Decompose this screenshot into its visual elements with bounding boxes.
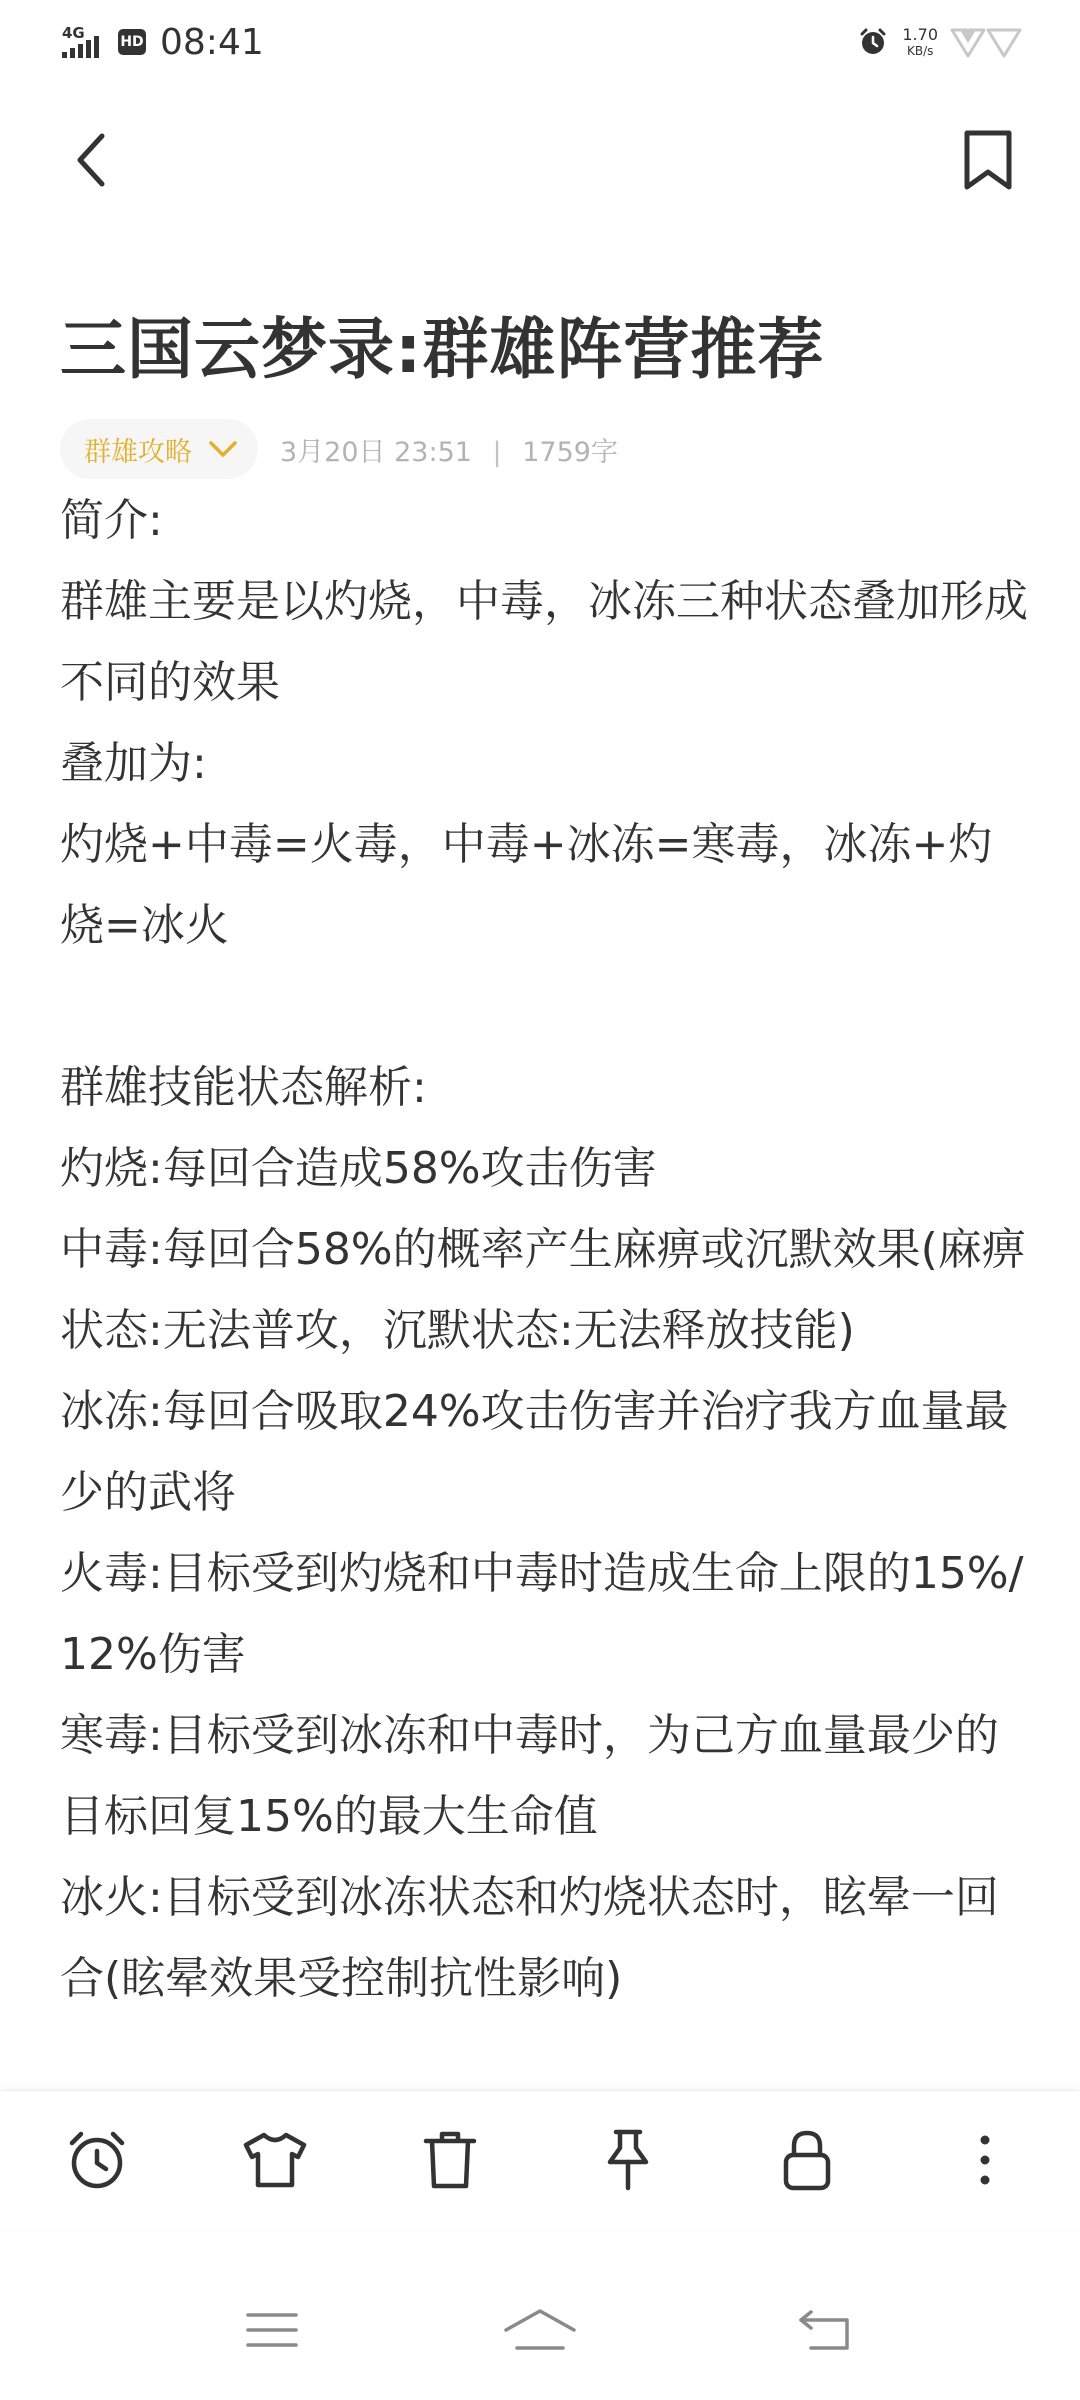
net-speed-unit: KB/s bbox=[906, 44, 934, 58]
article-date: 3月20日 23:51 bbox=[280, 436, 472, 468]
bookmark-icon bbox=[962, 129, 1014, 191]
meta-text bbox=[280, 430, 618, 469]
more-button[interactable] bbox=[950, 2125, 1020, 2195]
back-arrow-icon bbox=[72, 132, 112, 188]
paragraph: 叠加为: bbox=[60, 738, 207, 789]
delete-button[interactable] bbox=[415, 2125, 485, 2195]
alarm-icon bbox=[858, 27, 888, 57]
paragraph: 冰冻:每回合吸取24%攻击伤害并治疗我方血量最少的武将 bbox=[60, 1386, 1009, 1518]
paragraph: 冰火:目标受到冰冻状态和灼烧状态时，眩晕一回合(眩晕效果受控制抗性影响) bbox=[60, 1872, 999, 2004]
recent-apps-button[interactable] bbox=[232, 2300, 312, 2360]
alarm-clock-icon bbox=[66, 2129, 128, 2191]
theme-button[interactable] bbox=[240, 2125, 310, 2195]
paragraph: 灼烧+中毒=火毒，中毒+冰冻=寒毒，冰冻+灼烧=冰火 bbox=[60, 819, 993, 951]
tshirt-icon bbox=[242, 2131, 308, 2189]
back-icon bbox=[797, 2308, 851, 2352]
trash-icon bbox=[422, 2129, 478, 2191]
paragraph: 火毒:目标受到灼烧和中毒时造成生命上限的15%/12%伤害 bbox=[60, 1548, 1024, 1680]
chevron-down-icon bbox=[208, 439, 238, 459]
system-nav bbox=[0, 2270, 1080, 2400]
system-back-button[interactable] bbox=[784, 2300, 864, 2360]
lock-icon bbox=[781, 2128, 833, 2192]
article-meta bbox=[60, 418, 618, 480]
paragraph: 群雄主要是以灼烧，中毒，冰冻三种状态叠加形成不同的效果 bbox=[60, 576, 1028, 708]
home-icon bbox=[503, 2308, 577, 2352]
lock-button[interactable] bbox=[772, 2125, 842, 2195]
status-bar bbox=[0, 0, 1080, 84]
back-button[interactable] bbox=[60, 128, 124, 192]
article-title: 三国云梦录:群雄阵营推荐 bbox=[60, 311, 825, 388]
network-type: 4G bbox=[62, 24, 85, 42]
hd-badge: HD bbox=[118, 29, 146, 55]
more-icon bbox=[978, 2134, 992, 2186]
paragraph-blank bbox=[60, 966, 1030, 1047]
paragraph: 群雄技能状态解析: bbox=[60, 1062, 427, 1113]
article-content[interactable] bbox=[60, 480, 1030, 2019]
paragraph: 寒毒:目标受到冰冻和中毒时，为己方血量最少的目标回复15%的最大生命值 bbox=[60, 1710, 999, 1842]
bottom-toolbar bbox=[0, 2090, 1080, 2231]
status-time: 08:41 bbox=[160, 21, 264, 63]
paragraph: 中毒:每回合58%的概率产生麻痹或沉默效果(麻痹状态:无法普攻，沉默状态:无法释放技能) bbox=[60, 1224, 1026, 1356]
top-nav bbox=[0, 100, 1080, 220]
wifi-icon bbox=[950, 26, 1022, 58]
bookmark-button[interactable] bbox=[956, 128, 1020, 192]
net-speed-value: 1.70 bbox=[902, 25, 938, 44]
category-selector[interactable] bbox=[60, 419, 258, 479]
paragraph: 灼烧:每回合造成58%攻击伤害 bbox=[60, 1143, 657, 1194]
pin-button[interactable] bbox=[593, 2125, 663, 2195]
meta-separator: | bbox=[492, 436, 502, 468]
pin-icon bbox=[602, 2128, 654, 2192]
net-speed bbox=[902, 27, 938, 57]
category-label: 群雄攻略 bbox=[84, 436, 192, 468]
menu-icon bbox=[245, 2310, 299, 2350]
word-count: 1759字 bbox=[522, 436, 618, 468]
status-right bbox=[858, 22, 1022, 62]
signal-icon bbox=[62, 24, 112, 60]
home-button[interactable] bbox=[500, 2300, 580, 2360]
paragraph: 简介: bbox=[60, 495, 163, 546]
reminder-button[interactable] bbox=[62, 2125, 132, 2195]
status-left bbox=[62, 20, 264, 64]
